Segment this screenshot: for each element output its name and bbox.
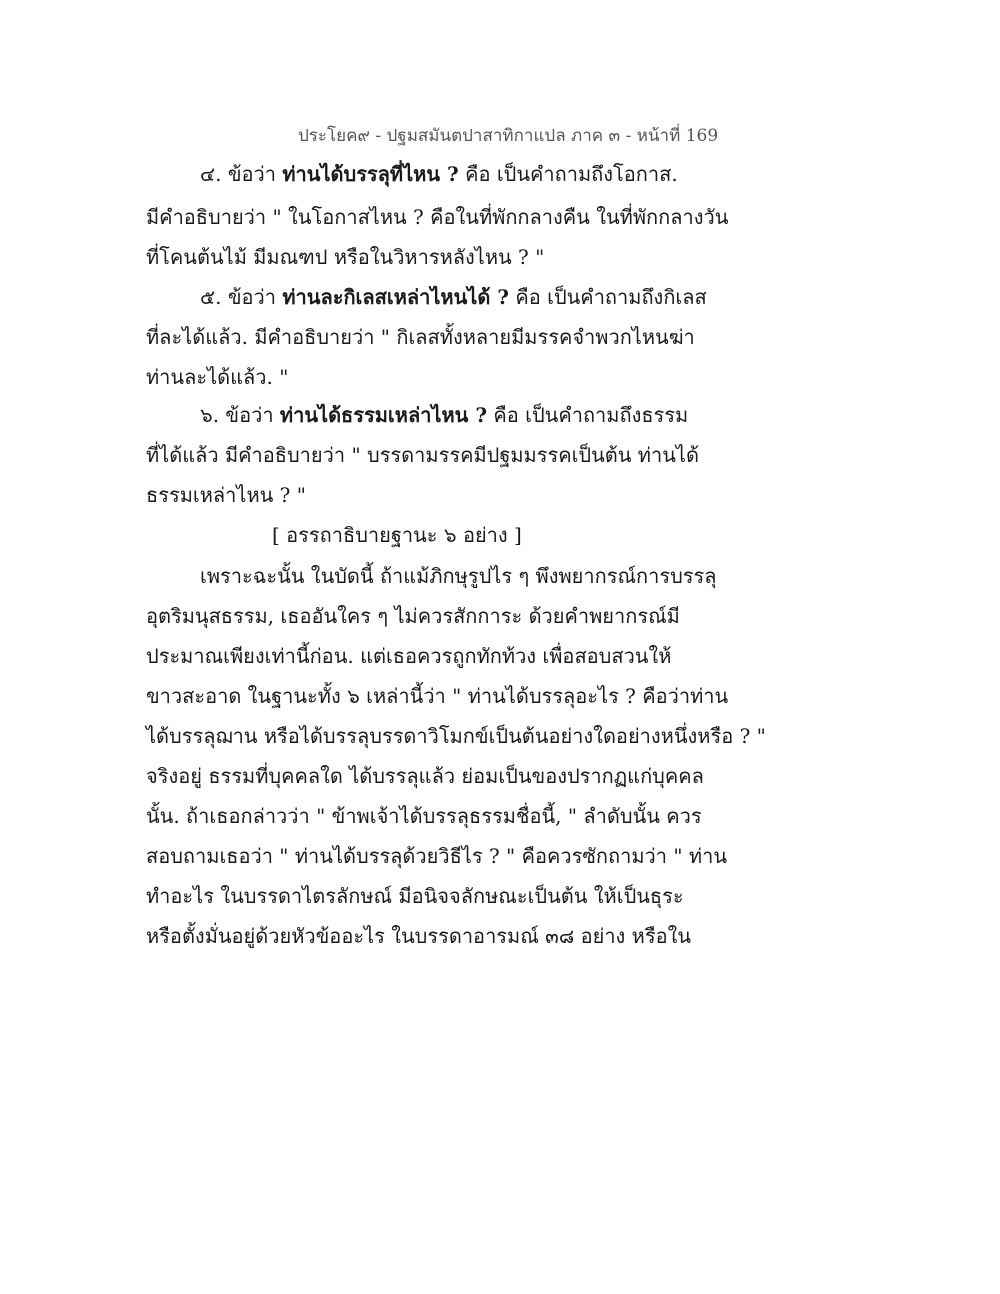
paragraph-line: นั้น. ถ้าเธอกล่าวว่า " ข้าพเจ้าได้บรรลุธรรมชื่อนี้, " ลำดับนั้น ควร [146,804,702,828]
paragraph-line: ได้บรรลุฌาน หรือได้บรรลุบรรดาวิโมกข์เป็นต้นอย่างใดอย่างหนึ่งหรือ ? " [146,724,766,748]
item-5-line-1 [200,283,707,311]
item-6-line-2: ที่ได้แล้ว มีคำอธิบายว่า " บรรดามรรคมีปฐมมรรคเป็นต้น ท่านได้ [146,443,699,467]
paragraph-line: เพราะฉะนั้น ในบัดนี้ ถ้าแม้ภิกษุรูปไร ๆ พึงพยากรณ์การบรรลุ [200,564,717,588]
item-6-tail: คือ เป็นคำถามถึงธรรม [487,403,689,427]
paragraph-line: จริงอยู่ ธรรมที่บุคคลใด ได้บรรลุแล้ว ย่อมเป็นของปรากฏแก่บุคคล [146,764,704,788]
item-4-line-2: มีคำอธิบายว่า " ในโอกาสไหน ? คือในที่พักกลางคืน ในที่พักกลางวัน [146,205,729,229]
item-5-line-2: ที่ละได้แล้ว. มีคำอธิบายว่า " กิเลสทั้งหลายมีมรรคจำพวกไหนฆ่า [146,325,695,349]
paragraph-line: หรือตั้งมั่นอยู่ด้วยหัวข้ออะไร ในบรรดาอารมณ์ ๓๘ อย่าง หรือใน [146,924,692,948]
item-6-term: ท่านได้ธรรมเหล่าไหน ? [279,403,488,427]
item-5-lead: ๕. ข้อว่า [200,285,283,309]
item-4-line-3: ที่โคนต้นไม้ มีมณฑป หรือในวิหารหลังไหน ? " [146,245,545,269]
paragraph-line: สอบถามเธอว่า " ท่านได้บรรลุด้วยวิธีไร ? " คือควรซักถามว่า " ท่าน [146,844,728,868]
running-header: ประโยค๙ - ปฐมสมันตปาสาทิกาแปล ภาค ๓ - หน้าที่ 169 [298,126,719,146]
item-4-tail: คือ เป็นคำถามถึงโอกาส. [458,162,678,186]
paragraph-line: ทำอะไร ในบรรดาไตรลักษณ์ มีอนิจจลักษณะเป็นต้น ให้เป็นธุระ [146,884,684,908]
item-6-lead: ๖. ข้อว่า [200,403,280,427]
item-6-line-3: ธรรมเหล่าไหน ? " [146,483,306,507]
item-5-tail: คือ เป็นคำถามถึงกิเลส [509,285,707,309]
item-6-line-1 [200,401,688,429]
item-4-line-1 [200,160,678,188]
item-5-line-3: ท่านละได้แล้ว. " [146,365,289,389]
paragraph-line: ขาวสะอาด ในฐานะทั้ง ๖ เหล่านี้ว่า " ท่านได้บรรลุอะไร ? คือว่าท่าน [146,684,729,708]
paragraph-line: ประมาณเพียงเท่านี้ก่อน. แต่เธอควรถูกทักท้วง เพื่อสอบสวนให้ [146,644,672,668]
section-heading: [ อรรถาธิบายฐานะ ๖ อย่าง ] [272,523,522,547]
item-5-term: ท่านละกิเลสเหล่าไหนได้ ? [282,285,509,309]
item-4-term: ท่านได้บรรลุที่ไหน ? [282,162,459,186]
paragraph-line: อุตริมนุสธรรม, เธออันใคร ๆ ไม่ควรสักการะ ด้วยคำพยากรณ์มี [146,604,680,628]
item-4-lead: ๔. ข้อว่า [200,162,283,186]
